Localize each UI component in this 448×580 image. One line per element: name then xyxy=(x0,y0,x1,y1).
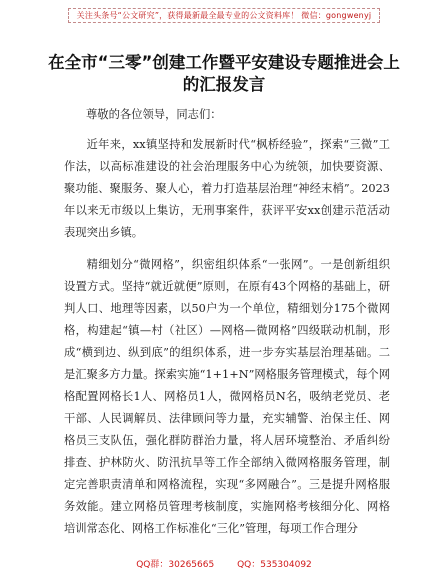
footer-qq-group: QQ群：30265665 xyxy=(136,560,215,570)
footer-contact xyxy=(0,557,448,570)
header-bar xyxy=(0,0,448,30)
document-body xyxy=(64,104,390,540)
footer-qq: QQ：535304092 xyxy=(237,560,312,570)
paragraph-grid: 精细划分“微网格”，织密组织体系“一张网”。一是创新组织设置方式。坚持“就近就便”原则，在原有43个网格的基础上，研判人口、地理等因素，以50户为一个单位，精细划分175个微网格，构建起“镇—村（社区）—网格—微网格”四级联动机制，形成“横到边、纵到底”的组织体系，进一步夯实基层治理基础。二是汇聚多方力量。探索实施“1+1+N”网格服务管理模式，每个网格配置网格长1人、网格员1人，微网格员N名，吸纳老党员、老干部、人民调解员、法律顾问等力量，充实辅警、治保主任、网格员三支队伍，强化群防群治力量，将人居环境整治、矛盾纠纷排查、护林防火、防汛抗旱等工作全部纳入微网格服务管理，制定完善职责清单和网格流程，实现“多网融合”。三是提升网格服务效能。建立网格员管理考核制度，实施网格考核细分化、网格培训常态化、网格工作标准化“三化”管理，每项工作合理分 xyxy=(64,258,390,535)
paragraph-intro: 近年来，xx镇坚持和发展新时代“枫桥经验”，探索“三微”工作法，以高标准建设的社会治理服务中心为统领，加快要资源、聚功能、聚服务、聚人心，着力打造基层治理“神经末梢”。2023年以来无市级以上集访，无刑事案件，获评平安xx创建示范活动表现突出乡镇。 xyxy=(64,138,390,239)
salutation: 尊敬的各位领导，同志们： xyxy=(86,108,222,121)
document-title: 在全市“三零”创建工作暨平安建设专题推进会上的汇报发言 xyxy=(48,53,400,94)
banner-notice: 关注头条号“公文研究”，获得最新最全最专业的公文资料库！ 微信：gongwenyj xyxy=(68,8,381,23)
